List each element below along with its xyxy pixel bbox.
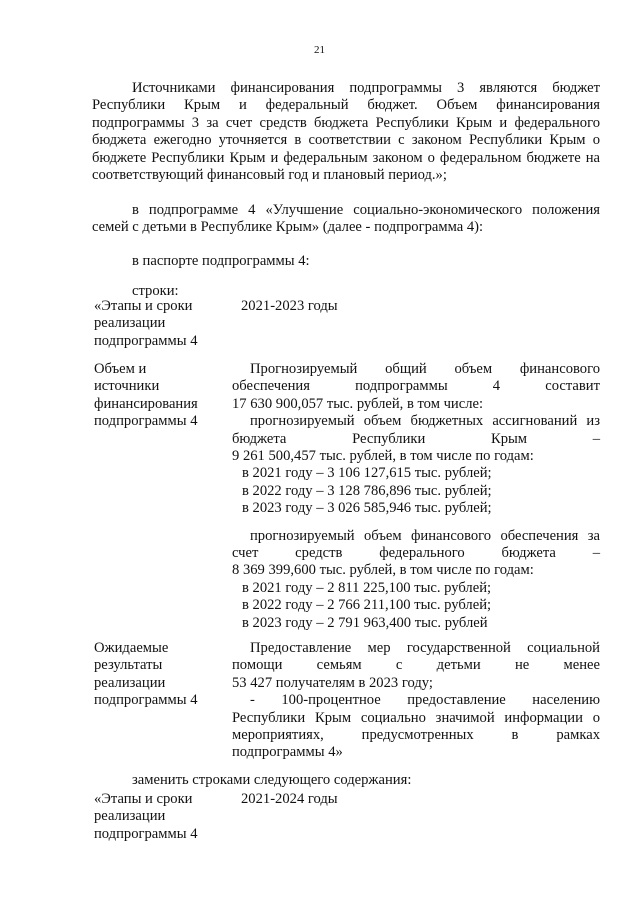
results-line: Республики Крым социально значимой информации о xyxy=(232,709,600,726)
old-results-label-line: результаты xyxy=(94,657,163,674)
old-volume-value xyxy=(232,361,600,632)
volume-federal-line: прогнозируемый объем финансового обеспечения за xyxy=(250,527,600,544)
volume-federal-year: в 2021 году – 2 811 225,100 тыс. рублей; xyxy=(242,579,492,596)
volume-federal-line: счет средств федерального бюджета – xyxy=(232,545,600,562)
new-stages-label xyxy=(94,791,224,843)
old-volume-label xyxy=(94,361,224,431)
results-line: 53 427 получателям в 2023 году; xyxy=(232,674,433,691)
lines-label: строки: xyxy=(132,283,179,299)
replace-label: заменить строками следующего содержания: xyxy=(132,772,412,788)
paragraph-passport: в паспорте подпрограммы 4: xyxy=(132,253,310,269)
volume-federal-year: в 2023 году – 2 791 963,400 тыс. рублей xyxy=(242,614,488,631)
new-stages-label-line: реализации xyxy=(94,808,166,825)
old-volume-label-line: подпрограммы 4 xyxy=(94,413,198,430)
volume-total-line: обеспечения подпрограммы 4 составит xyxy=(232,378,600,395)
paragraph-financing-sources: Источниками финансирования подпрограммы 3 являются бюджет Республики Крым и федеральный бюджет. Объем финансирования подпрограммы 3 за счет средств бюджета Республики Крым и федерального бюджета ежегодно уточняется в соответствии с законом Республики Крым о бюджете Республики Крым и федеральным законом о федеральном бюджете на соответствующий финансовый год и плановый период.»; xyxy=(92,80,600,184)
volume-regional-line: бюджета Республики Крым – xyxy=(232,430,600,447)
results-line: подпрограммы 4» xyxy=(232,744,343,761)
volume-regional-line: 9 261 500,457 тыс. рублей, в том числе по годам: xyxy=(232,448,534,465)
new-stages-label-line: «Этапы и сроки xyxy=(94,791,193,807)
old-results-label-line: реализации xyxy=(94,674,166,691)
old-volume-label-line: Объем и xyxy=(94,361,147,377)
volume-federal-line: 8 369 399,600 тыс. рублей, в том числе по годам: xyxy=(232,562,534,579)
new-stages-label-line: подпрограммы 4 xyxy=(94,825,198,842)
old-stages-label xyxy=(94,298,224,350)
results-line: мероприятиях, предусмотренных в рамках xyxy=(232,727,600,744)
volume-total-line: 17 630 900,057 тыс. рублей, в том числе: xyxy=(232,395,484,412)
old-results-label xyxy=(94,640,224,710)
volume-regional-year: в 2023 году – 3 026 585,946 тыс. рублей; xyxy=(242,500,492,517)
old-stages-label-line: реализации xyxy=(94,315,166,332)
results-line: - 100-процентное предоставление населению xyxy=(250,692,600,709)
old-stages-label-line: «Этапы и сроки xyxy=(94,298,193,314)
paragraph-subprogram-4: в подпрограмме 4 «Улучшение социально-экономического положения семей с детьми в Республике Крым» (далее - подпрограмма 4): xyxy=(92,202,600,236)
page-number: 21 xyxy=(314,44,325,56)
volume-federal-year: в 2022 году – 2 766 211,100 тыс. рублей; xyxy=(242,597,492,614)
volume-total-line: Прогнозируемый общий объем финансового xyxy=(250,361,600,377)
volume-regional-line: прогнозируемый объем бюджетных ассигнований из xyxy=(250,413,600,430)
old-stages-label-line: подпрограммы 4 xyxy=(94,332,198,349)
results-line: Предоставление мер государственной социальной xyxy=(250,640,600,656)
new-stages-value: 2021-2024 годы xyxy=(241,791,338,807)
volume-regional-year: в 2022 году – 3 128 786,896 тыс. рублей; xyxy=(242,482,492,499)
old-results-label-line: Ожидаемые xyxy=(94,640,169,656)
old-volume-label-line: источники xyxy=(94,378,160,395)
results-line: помощи семьям с детьми не менее xyxy=(232,657,600,674)
old-results-label-line: подпрограммы 4 xyxy=(94,692,198,709)
spacer xyxy=(232,518,600,528)
old-stages-value: 2021-2023 годы xyxy=(241,298,338,314)
volume-regional-year: в 2021 году – 3 106 127,615 тыс. рублей; xyxy=(242,465,492,482)
old-volume-label-line: финансирования xyxy=(94,395,198,412)
old-results-value xyxy=(232,640,600,762)
